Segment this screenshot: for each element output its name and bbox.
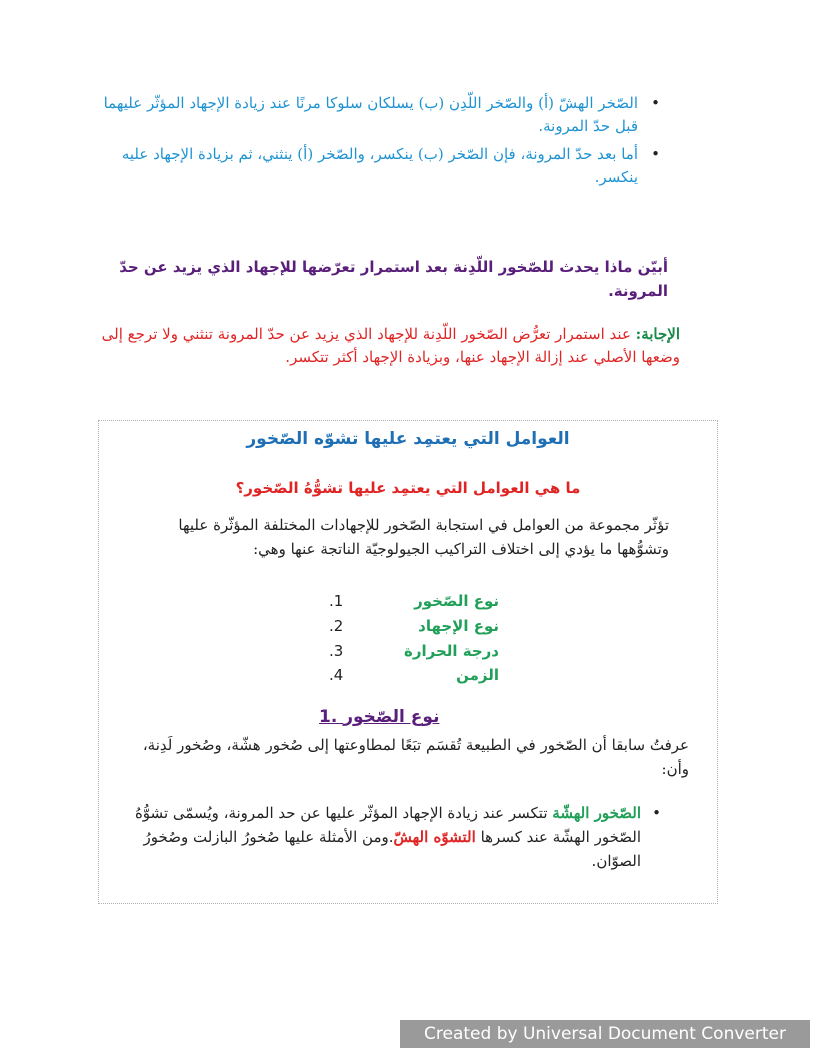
factors-box — [98, 420, 718, 904]
intro-bullet-list — [100, 92, 660, 194]
brittle-text-1: تتكسر عند زيادة الإجهاد المؤثّر عليها عن حد المرونة، ويُسمّى تشوُّهُ الصّخور الهشّة عند كسرها — [134, 804, 641, 846]
intro-bullet-2: • أما بعد حدّ المرونة، فإن الصّخر (ب) ينكسر، والصّخر (أ) ينثني، ثم بزيادة الإجهاد عليه ينكسر. — [100, 143, 660, 188]
factors-paragraph: تؤثّر مجموعة من العوامل في استجابة الصّخور للإجهادات المختلفة المؤثّرة عليها وتشوُّهها ما يؤدي إلى اختلاف التراكيب الجيولوجيّة الناتجة عنها وهي: — [178, 516, 669, 558]
factors-list — [329, 589, 499, 688]
brittle-rocks-bullet — [101, 801, 661, 873]
brittle-term: الصّخور الهشّة — [552, 804, 641, 822]
answer-text: عند استمرار تعرُّض الصّخور اللّدِنة للإجهاد الذي يزيد عن حدّ المرونة تنثني ولا ترجع إلى وضعها الأصلي عند إزالة الإجهاد عنها، وبزيادة الإجهاد أكثر تتكسر. — [101, 325, 680, 367]
factors-question: ما هي العوامل التي يعتمِد عليها تشوُّهُ الصّخور؟ — [235, 479, 581, 497]
factors-title: العوامل التي يعتمِد عليها تشوّه الصّخور — [246, 429, 570, 449]
factor-item-3: 3. درجة الحرارة — [329, 641, 499, 660]
factor-item-4: 4. الزمن — [329, 666, 499, 685]
question-text: أبيّن ماذا يحدث للصّخور اللّدِنة بعد استمرار تعرّضها للإجهاد الذي يزيد عن حدّ المرونة. — [119, 258, 668, 300]
brittle-term-2: التشوّه الهشّ — [393, 828, 476, 846]
brittle-text-2: .ومن الأمثلة عليها صُخورُ البازلت وصُخورُ الصوّان. — [143, 828, 641, 870]
intro-bullet-1: • الصّخر الهشّ (أ) والصّخر اللّدِن (ب) يسلكان سلوكا مرنًا عند زيادة الإجهاد المؤثّر عليهما قبل حدّ المرونة. — [100, 92, 660, 137]
answer-block — [95, 323, 680, 370]
section-paragraph: عرفتُ سابقا أن الصّخور في الطبيعة تُقسَم تبَعًا لمطاوعتها إلى صُخور هشّة، وصُخور لَدِنة، وأن: — [142, 736, 689, 778]
converter-footer: Created by Universal Document Converter — [400, 1020, 810, 1048]
factor-item-1: 1. نوع الصّخور — [329, 592, 499, 610]
answer-label: الإجابة: — [635, 325, 680, 343]
section-heading: 1. نوع الصّخور — [319, 707, 440, 727]
factor-item-2: 2. نوع الإجهاد — [329, 616, 499, 635]
